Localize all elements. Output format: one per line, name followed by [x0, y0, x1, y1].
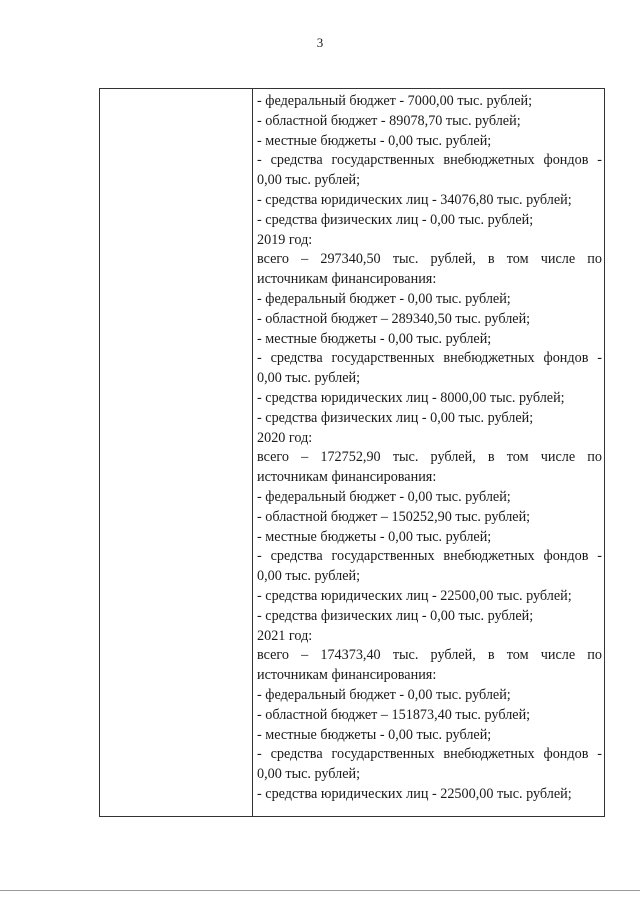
funding-table — [99, 88, 605, 817]
text-line: - областной бюджет - 89078,70 тыс. рублей; — [257, 112, 521, 129]
text-line: - средства физических лиц - 0,00 тыс. рублей; — [257, 211, 534, 228]
year-heading: 2020 год: — [257, 429, 313, 446]
year-heading: 2021 год: — [257, 627, 313, 644]
text-line: - областной бюджет – 151873,40 тыс. рублей; — [257, 706, 531, 723]
text-line: - федеральный бюджет - 0,00 тыс. рублей; — [257, 686, 511, 703]
text-line: - средства юридических лиц - 34076,80 тыс. рублей; — [257, 191, 572, 208]
text-line: - средства государственных внебюджетных фондов - — [257, 746, 602, 763]
text-line: - средства физических лиц - 0,00 тыс. рублей; — [257, 607, 534, 624]
page-bottom-rule — [0, 890, 640, 891]
text-line: 0,00 тыс. рублей; — [257, 766, 361, 783]
text-line: - местные бюджеты - 0,00 тыс. рублей; — [257, 528, 492, 545]
text-line: - средства государственных внебюджетных фондов - — [257, 152, 602, 169]
text-line: 0,00 тыс. рублей; — [257, 172, 361, 189]
text-line: - федеральный бюджет - 7000,00 тыс. рублей; — [257, 93, 533, 109]
text-line: - средства государственных внебюджетных фондов - — [257, 350, 602, 367]
text-line: - средства юридических лиц - 8000,00 тыс. рублей; — [257, 389, 565, 406]
text-line: - средства государственных внебюджетных фондов - — [257, 548, 602, 565]
text-line: - средства физических лиц - 0,00 тыс. рублей; — [257, 409, 534, 426]
text-line: - местные бюджеты - 0,00 тыс. рублей; — [257, 726, 492, 743]
text-line: источникам финансирования: — [257, 667, 437, 684]
text-line: источникам финансирования: — [257, 469, 437, 486]
total-line: всего – 174373,40 тыс. рублей, в том числе по — [257, 647, 602, 664]
page-number: 3 — [316, 35, 324, 50]
table-right-cell — [257, 92, 602, 805]
text-line: - местные бюджеты - 0,00 тыс. рублей; — [257, 132, 492, 149]
text-line: - областной бюджет – 289340,50 тыс. рублей; — [257, 310, 531, 327]
text-line: - средства юридических лиц - 22500,00 тыс. рублей; — [257, 587, 572, 604]
text-line: 0,00 тыс. рублей; — [257, 568, 361, 585]
text-line: - федеральный бюджет - 0,00 тыс. рублей; — [257, 488, 511, 505]
total-line: всего – 297340,50 тыс. рублей, в том числе по — [257, 251, 602, 268]
text-line: - средства юридических лиц - 22500,00 тыс. рублей; — [257, 785, 572, 802]
text-line: источникам финансирования: — [257, 271, 437, 288]
text-line: - федеральный бюджет - 0,00 тыс. рублей; — [257, 290, 511, 307]
table-left-cell — [100, 89, 253, 816]
year-heading: 2019 год: — [257, 231, 313, 248]
text-line: - областной бюджет – 150252,90 тыс. рублей; — [257, 508, 531, 525]
total-line: всего – 172752,90 тыс. рублей, в том числе по — [257, 449, 602, 466]
text-line: - местные бюджеты - 0,00 тыс. рублей; — [257, 330, 492, 347]
text-line: 0,00 тыс. рублей; — [257, 370, 361, 387]
